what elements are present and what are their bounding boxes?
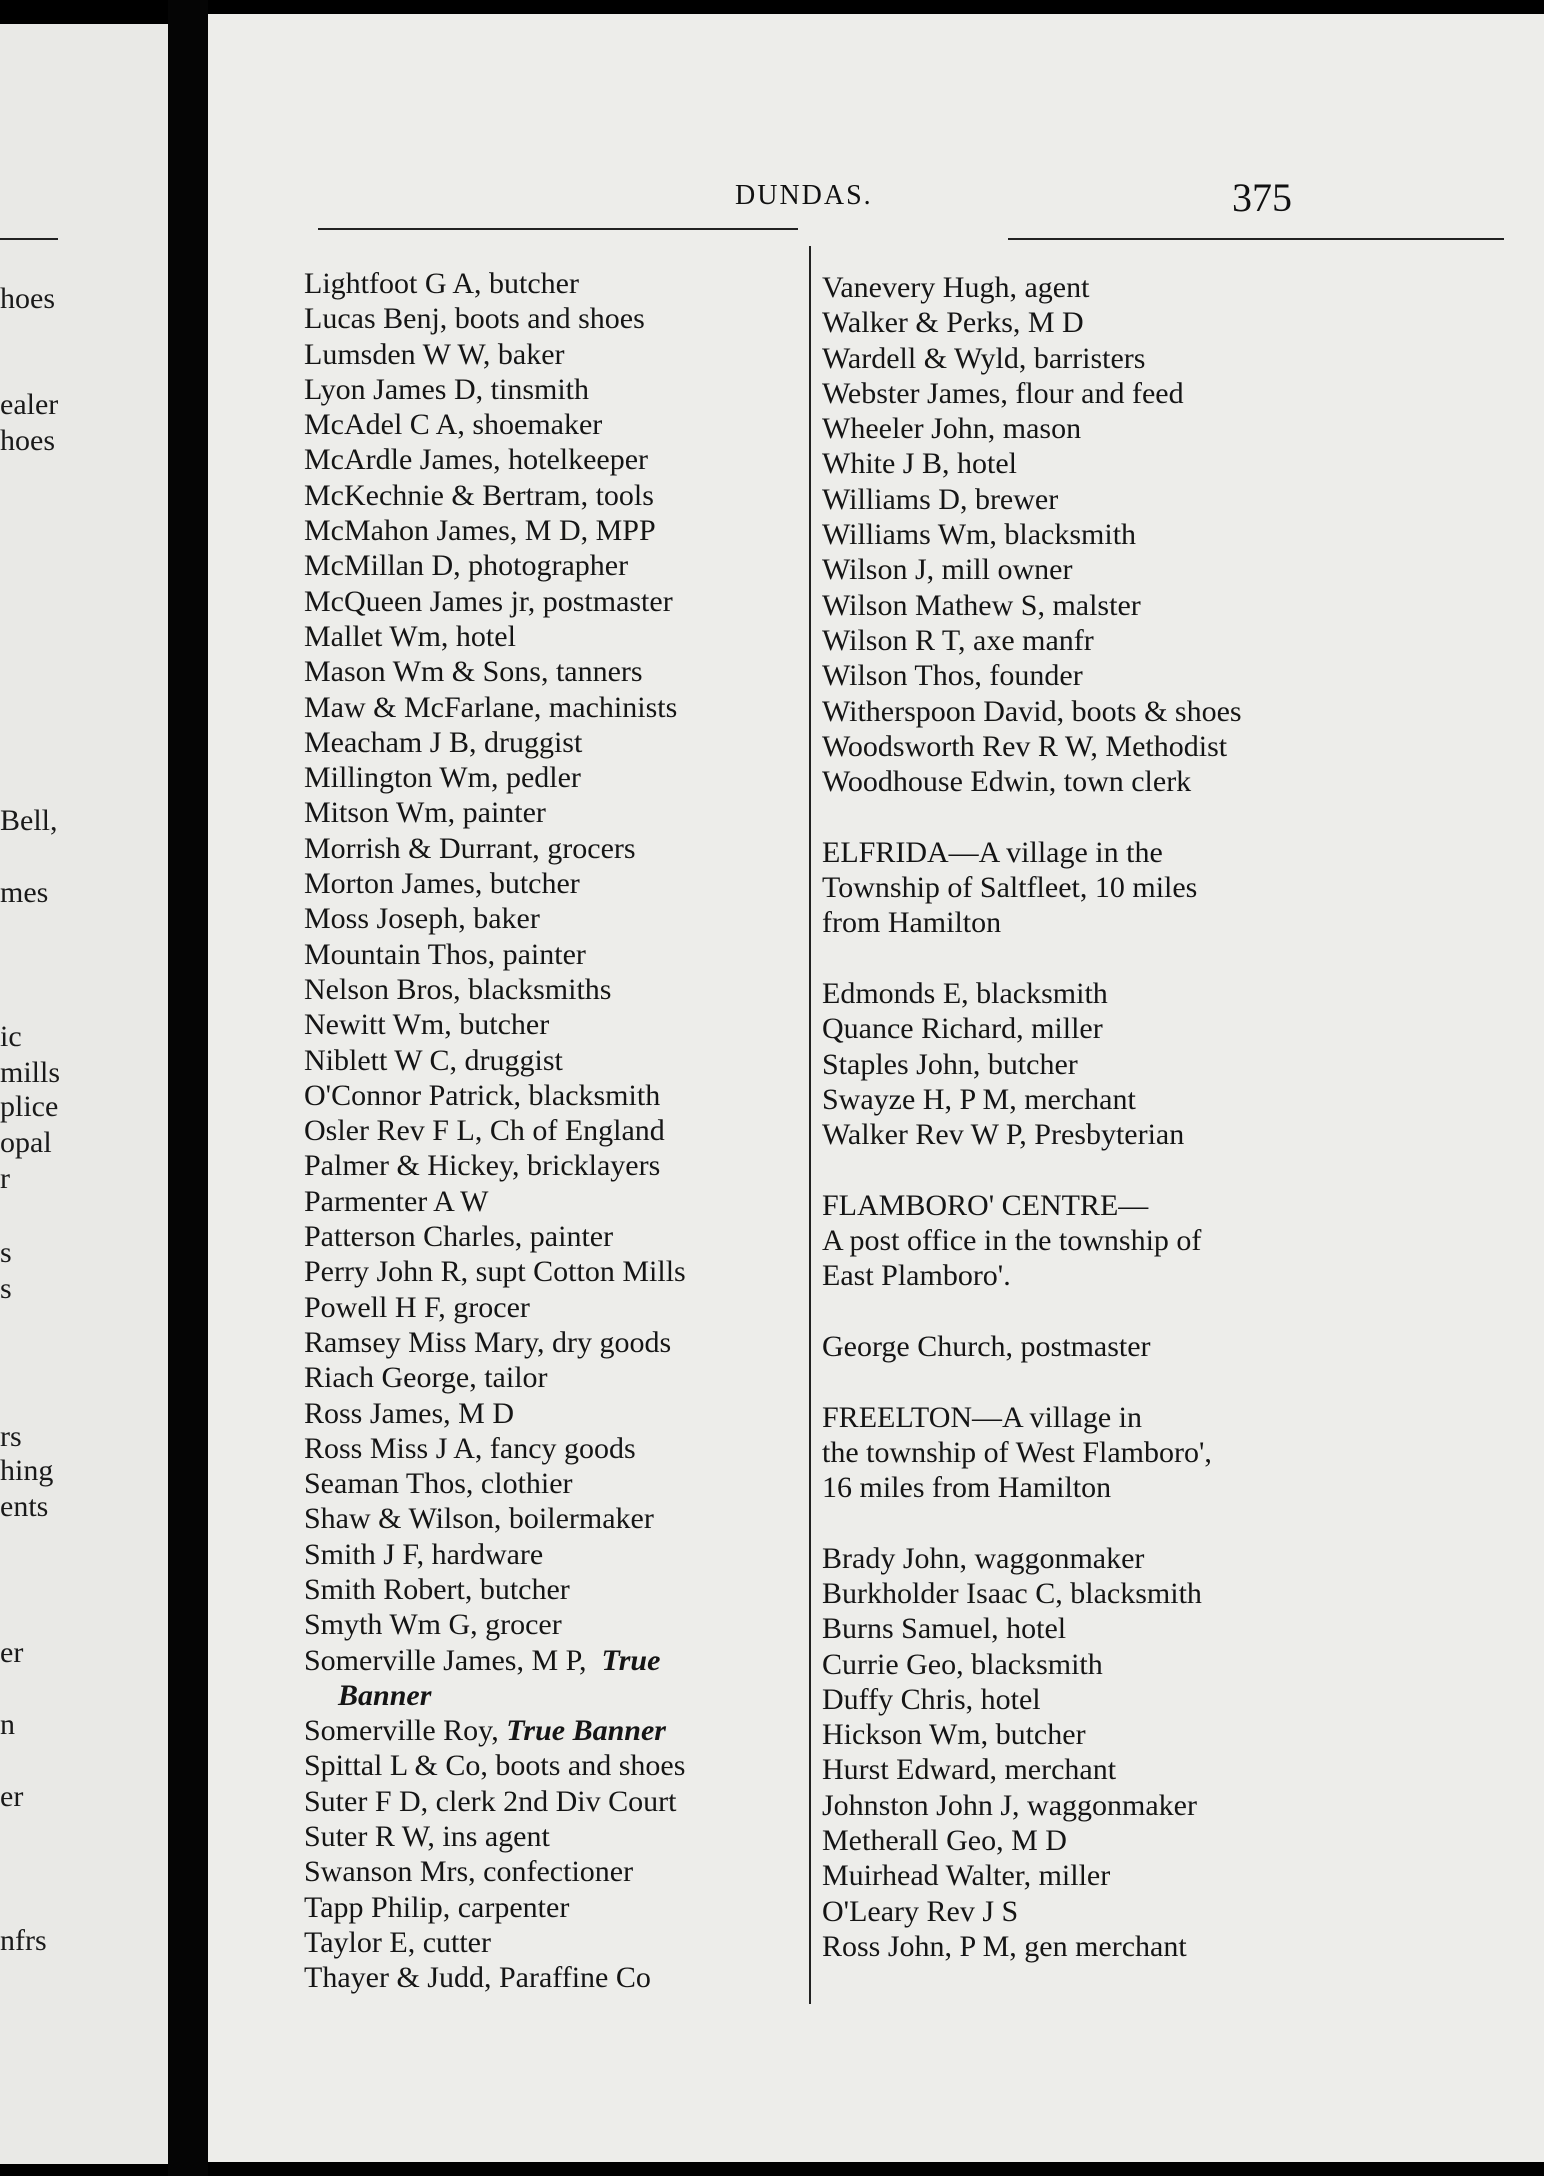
section-heading-freelton: 16 miles from Hamilton — [822, 1471, 1112, 1505]
directory-entry: McMillan D, photographer — [304, 549, 629, 583]
facing-page-text: ic — [0, 1020, 22, 1053]
directory-entry: Mason Wm & Sons, tanners — [304, 655, 643, 689]
directory-entry: Mitson Wm, painter — [304, 796, 546, 830]
facing-page-text: ents — [0, 1490, 49, 1523]
section-heading-flamboro-centre: East Plamboro'. — [822, 1259, 1011, 1293]
directory-entry: Lyon James D, tinsmith — [304, 372, 589, 406]
section-heading-elfrida — [822, 835, 1522, 870]
directory-entry: McArdle James, hotelkeeper — [304, 443, 649, 477]
directory-entry: Tapp Philip, carpenter — [304, 1890, 570, 1924]
directory-entry: Smith Robert, butcher — [304, 1572, 570, 1606]
directory-entry: Burns Samuel, hotel — [822, 1612, 1067, 1646]
directory-entry: O'Connor Patrick, blacksmith — [304, 1078, 661, 1112]
heading-line: FREELTON—A village in — [822, 1400, 1143, 1434]
facing-page-text: Bell, — [0, 804, 58, 837]
column-divider — [809, 246, 811, 2004]
directory-entry: Wilson J, mill owner — [822, 553, 1073, 587]
directory-entry: Vanevery Hugh, agent — [822, 271, 1090, 304]
facing-page-text: s — [0, 1272, 12, 1305]
entry-continuation — [304, 1678, 804, 1713]
directory-entry: Walker & Perks, M D — [822, 306, 1084, 340]
directory-entry: Johnston John J, waggonmaker — [822, 1788, 1197, 1822]
header-rule — [1008, 238, 1504, 240]
section-heading-flamboro-centre: A post office in the township of — [822, 1224, 1202, 1258]
directory-entry: Ross Miss J A, fancy goods — [304, 1431, 636, 1465]
directory-entry-somerville-james — [304, 1643, 804, 1678]
left-column — [304, 266, 804, 1996]
facing-page-fragment — [0, 24, 168, 2164]
directory-entry: Palmer & Hickey, bricklayers — [304, 1149, 661, 1183]
section-gap — [822, 1152, 1522, 1187]
section-gap — [822, 799, 1522, 834]
directory-entry: Patterson Charles, painter — [304, 1220, 614, 1254]
directory-entry: Burkholder Isaac C, blacksmith — [822, 1576, 1202, 1610]
directory-entry: Nelson Bros, blacksmiths — [304, 972, 612, 1006]
directory-entry: Wilson R T, axe manfr — [822, 623, 1094, 657]
directory-entry: Osler Rev F L, Ch of England — [304, 1114, 665, 1148]
directory-entry: Swayze H, P M, merchant — [822, 1082, 1136, 1116]
header-rule — [318, 228, 798, 230]
directory-entry: Ramsey Miss Mary, dry goods — [304, 1325, 672, 1359]
directory-entry: Webster James, flour and feed — [822, 376, 1184, 410]
book-gutter — [168, 0, 208, 2176]
directory-entry: Lumsden W W, baker — [304, 337, 565, 371]
directory-entry: Metherall Geo, M D — [822, 1824, 1067, 1858]
newspaper-name: True — [601, 1643, 661, 1677]
directory-entry: Ross John, P M, gen merchant — [822, 1929, 1187, 1963]
facing-page-text: nfrs — [0, 1924, 47, 1957]
directory-entry: Perry John R, supt Cotton Mills — [304, 1255, 686, 1289]
directory-entry: McQueen James jr, postmaster — [304, 584, 673, 618]
entry-text: Somerville Roy, — [304, 1714, 499, 1748]
facing-page-text: s — [0, 1236, 12, 1269]
page-number: 375 — [1232, 175, 1292, 220]
directory-entry: Niblett W C, druggist — [304, 1043, 563, 1077]
directory-entry: Suter R W, ins agent — [304, 1820, 550, 1854]
directory-entry: Thayer & Judd, Paraffine Co — [304, 1961, 651, 1995]
directory-entry: Lucas Benj, boots and shoes — [304, 302, 645, 336]
directory-entry: George Church, postmaster — [822, 1329, 1151, 1363]
directory-entry: Hickson Wm, butcher — [822, 1718, 1086, 1752]
directory-entry: Spittal L & Co, boots and shoes — [304, 1749, 686, 1783]
facing-page-text: r — [0, 1162, 10, 1195]
directory-entry: McMahon James, M D, MPP — [304, 514, 656, 548]
directory-entry: Wardell & Wyld, barristers — [822, 341, 1146, 375]
directory-entry: Williams D, brewer — [822, 482, 1059, 516]
directory-entry: Meacham J B, druggist — [304, 725, 583, 759]
directory-entry: Newitt Wm, butcher — [304, 1008, 550, 1042]
section-gap — [822, 1364, 1522, 1399]
facing-page-text: n — [0, 1708, 15, 1741]
facing-page-text: plice — [0, 1090, 59, 1123]
directory-entry: Currie Geo, blacksmith — [822, 1647, 1103, 1681]
directory-page — [208, 14, 1544, 2162]
section-gap — [822, 941, 1522, 976]
newspaper-name: True Banner — [506, 1714, 666, 1748]
directory-entry: Morrish & Durrant, grocers — [304, 831, 636, 865]
directory-entry: Duffy Chris, hotel — [822, 1682, 1041, 1716]
directory-entry: Staples John, butcher — [822, 1047, 1078, 1081]
section-gap — [822, 1294, 1522, 1329]
entry-text: Somerville James, M P, — [304, 1643, 587, 1677]
facing-page-text: rs — [0, 1420, 22, 1453]
right-column — [822, 270, 1522, 1964]
directory-entry: Lightfoot G A, butcher — [304, 267, 579, 300]
directory-entry: Edmonds E, blacksmith — [822, 976, 1108, 1010]
directory-entry: Mallet Wm, hotel — [304, 619, 516, 653]
directory-entry: Suter F D, clerk 2nd Div Court — [304, 1784, 677, 1818]
section-gap — [822, 1505, 1522, 1540]
facing-page-text: er — [0, 1636, 24, 1669]
directory-entry: Maw & McFarlane, machinists — [304, 690, 678, 724]
newspaper-name: Banner — [338, 1678, 432, 1712]
heading-line: FLAMBORO' CENTRE— — [822, 1188, 1149, 1222]
directory-entry: Shaw & Wilson, boilermaker — [304, 1502, 654, 1536]
directory-entry: Swanson Mrs, confectioner — [304, 1855, 634, 1889]
facing-page-rule — [0, 238, 58, 240]
facing-page-text: hoes — [0, 424, 55, 457]
directory-entry: Brady John, waggonmaker — [822, 1541, 1145, 1575]
directory-entry: Smith J F, hardware — [304, 1537, 544, 1571]
section-heading-freelton: the township of West Flamboro', — [822, 1435, 1212, 1469]
heading-line: ELFRIDA—A village in the — [822, 835, 1163, 869]
section-heading-elfrida: Township of Saltfleet, 10 miles — [822, 871, 1198, 905]
facing-page-text: mills — [0, 1056, 61, 1089]
directory-entry: Parmenter A W — [304, 1184, 489, 1218]
facing-page-text: ealer — [0, 388, 59, 421]
section-heading-flamboro-centre — [822, 1188, 1522, 1223]
directory-entry: Walker Rev W P, Presbyterian — [822, 1118, 1185, 1152]
section-heading-freelton — [822, 1400, 1522, 1435]
directory-entry: Williams Wm, blacksmith — [822, 518, 1137, 552]
facing-page-text: hing — [0, 1454, 54, 1487]
directory-entry: Morton James, butcher — [304, 867, 580, 901]
facing-page-text: er — [0, 1780, 24, 1813]
directory-entry: O'Leary Rev J S — [822, 1894, 1019, 1928]
directory-entry: Wilson Thos, founder — [822, 659, 1083, 693]
directory-entry-somerville-roy — [304, 1713, 804, 1748]
facing-page-text: mes — [0, 876, 49, 909]
section-heading-elfrida: from Hamilton — [822, 906, 1002, 940]
directory-entry: Hurst Edward, merchant — [822, 1753, 1117, 1787]
directory-entry: Woodhouse Edwin, town clerk — [822, 765, 1192, 799]
directory-entry: McAdel C A, shoemaker — [304, 408, 603, 442]
directory-entry: Muirhead Walter, miller — [822, 1859, 1111, 1893]
directory-entry: McKechnie & Bertram, tools — [304, 478, 654, 512]
directory-entry: Wilson Mathew S, malster — [822, 588, 1141, 622]
directory-entry: Seaman Thos, clothier — [304, 1467, 573, 1501]
directory-entry: Smyth Wm G, grocer — [304, 1608, 562, 1642]
directory-entry: Powell H F, grocer — [304, 1290, 530, 1324]
directory-entry: Quance Richard, miller — [822, 1012, 1103, 1046]
directory-entry: Witherspoon David, boots & shoes — [822, 694, 1242, 728]
directory-entry: Mountain Thos, painter — [304, 937, 586, 971]
directory-entry: Millington Wm, pedler — [304, 761, 581, 795]
facing-page-text: opal — [0, 1126, 52, 1159]
directory-entry: Wheeler John, mason — [822, 412, 1082, 446]
running-head: DUNDAS. — [735, 180, 873, 211]
directory-entry: Woodsworth Rev R W, Methodist — [822, 729, 1228, 763]
directory-entry: White J B, hotel — [822, 447, 1017, 481]
directory-entry: Riach George, tailor — [304, 1361, 548, 1395]
facing-page-text: hoes — [0, 282, 55, 315]
directory-entry: Taylor E, cutter — [304, 1925, 491, 1959]
directory-entry: Moss Joseph, baker — [304, 902, 540, 936]
directory-entry: Ross James, M D — [304, 1396, 515, 1430]
